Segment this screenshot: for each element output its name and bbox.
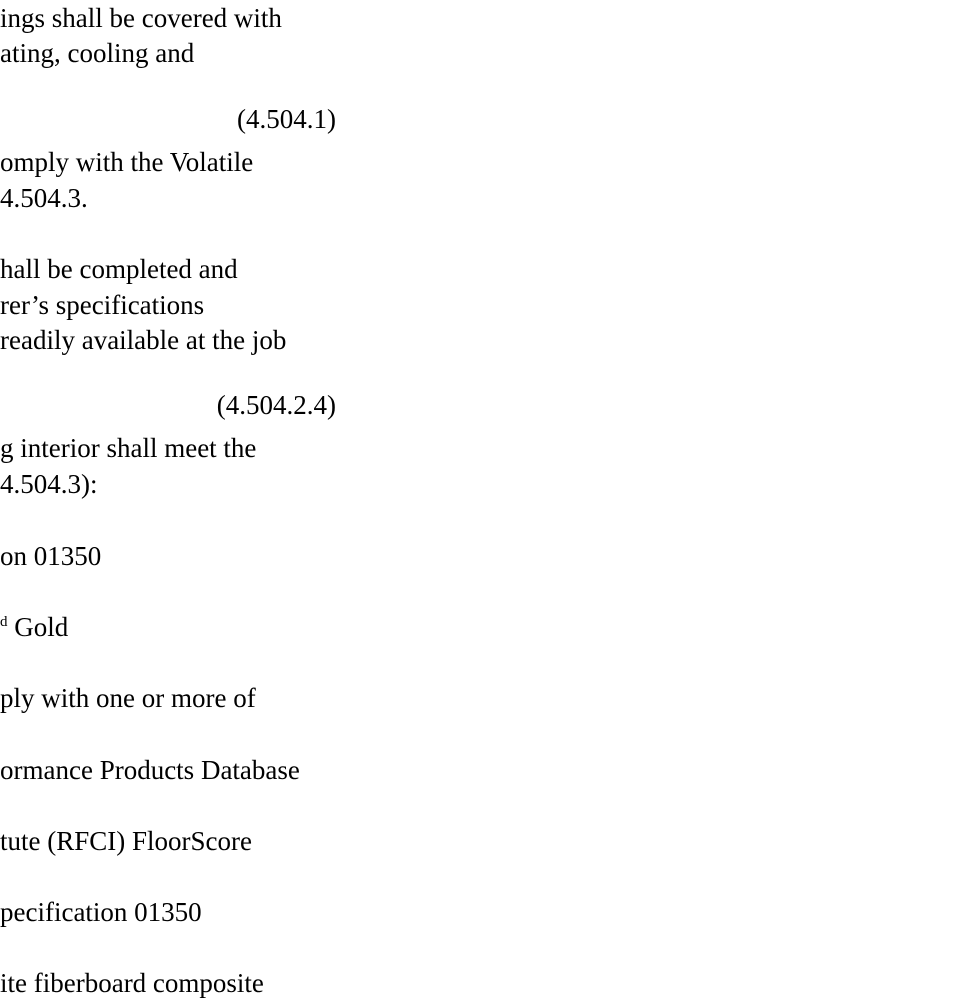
- section-reference-4-504-1: (4.504.1): [237, 104, 336, 134]
- text-line-7: readily available at the job: [0, 325, 287, 355]
- text-line-9: 4.504.3):: [0, 469, 98, 499]
- text-line-5: hall be completed and: [0, 254, 238, 284]
- text-line-3: omply with the Volatile: [0, 147, 254, 177]
- text-line-6: rer’s specifications: [0, 290, 205, 320]
- text-line-12: ply with one or more of: [0, 683, 256, 713]
- text-line-14: tute (RFCI) FloorScore: [0, 826, 252, 856]
- text-line-11: [0, 611, 68, 643]
- text-line-15: pecification 01350: [0, 897, 202, 927]
- text-line-16: ite fiberboard composite: [0, 968, 264, 998]
- text-line-11-body: Gold: [14, 612, 69, 642]
- superscript-fragment: d: [0, 614, 8, 630]
- text-line-13: ormance Products Database: [0, 755, 300, 785]
- text-line-2: ating, cooling and: [0, 38, 195, 68]
- text-line-1: ings shall be covered with: [0, 3, 282, 33]
- text-line-10: on 01350: [0, 541, 102, 571]
- section-reference-4-504-2-4: (4.504.2.4): [216, 390, 336, 420]
- text-line-4: 4.504.3.: [0, 183, 88, 213]
- text-line-8: g interior shall meet the: [0, 433, 257, 463]
